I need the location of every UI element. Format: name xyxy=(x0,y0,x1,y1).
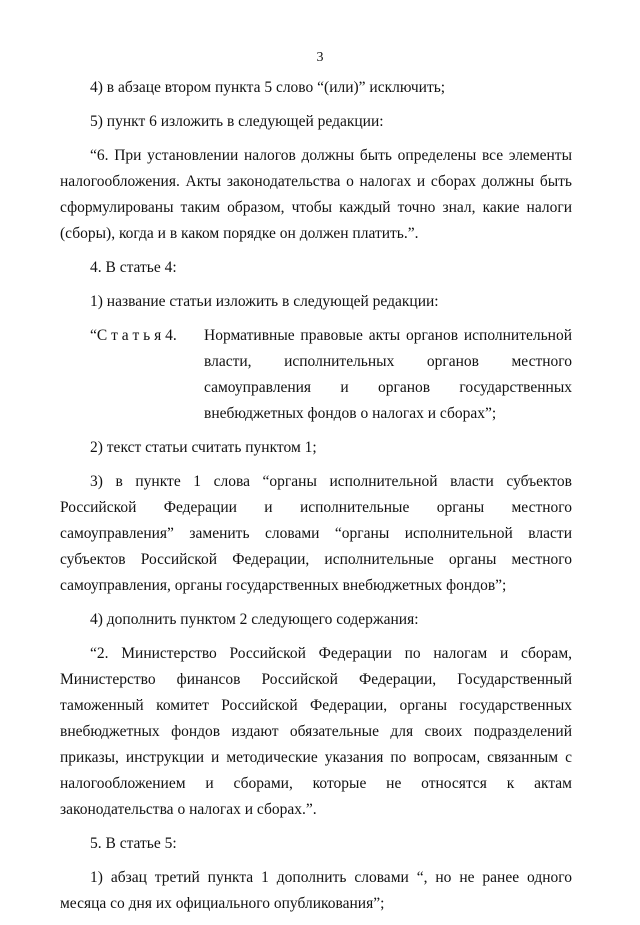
document-body xyxy=(60,75,572,925)
paragraph-10: 5. В статье 5: xyxy=(90,835,177,852)
paragraph-4: 4. В статье 4: xyxy=(90,259,177,276)
paragraph-3: “6. При установлении налогов должны быть определены все элементы налогообложения. Акты законодательства о налогах и сборах должны быть сформулированы таким образом, чтобы каждый точно знал, какие налоги (сборы), когда и в каком порядке он должен платить.”. xyxy=(60,147,572,242)
paragraph-7: 3) в пункте 1 слова “органы исполнительной власти субъектов Российской Федерации и исполнительные органы местного самоуправления” заменить словами “органы исполнительной власти субъектов Российской Федерации, исполнительные органы местного самоуправления, органы государственных внебюджетных фондов”; xyxy=(60,473,572,594)
paragraph-1: 4) в абзаце втором пункта 5 слово “(или)” исключить; xyxy=(90,79,446,96)
page-number: 3 xyxy=(316,50,324,65)
article-title-block xyxy=(60,323,572,427)
paragraph-5: 1) название статьи изложить в следующей редакции: xyxy=(90,293,439,310)
paragraph-9: “2. Министерство Российской Федерации по налогам и сборам, Министерство финансов Российской Федерации, Государственный таможенный комитет Российской Федерации, органы государственных внебюджетных фондов издают обязательные для своих подразделений приказы, инструкции и методические указания по вопросам, связанным с налогообложением и сборами, которые не относятся к актам законодательства о налогах и сборах.”. xyxy=(60,645,572,818)
paragraph-11: 1) абзац третий пункта 1 дополнить словами “, но не ранее одного месяца со дня их официального опубликования”; xyxy=(60,869,572,912)
paragraph-8: 4) дополнить пунктом 2 следующего содержания: xyxy=(90,611,419,628)
paragraph-6: 2) текст статьи считать пунктом 1; xyxy=(90,439,317,456)
article-label: “С т а т ь я 4. xyxy=(90,327,177,344)
paragraph-2: 5) пункт 6 изложить в следующей редакции: xyxy=(90,113,384,130)
article-name: Нормативные правовые акты органов исполнительной власти, исполнительных органов местного самоуправления и органов государственных внебюджетных фондов о налогах и сборах”; xyxy=(204,327,572,422)
